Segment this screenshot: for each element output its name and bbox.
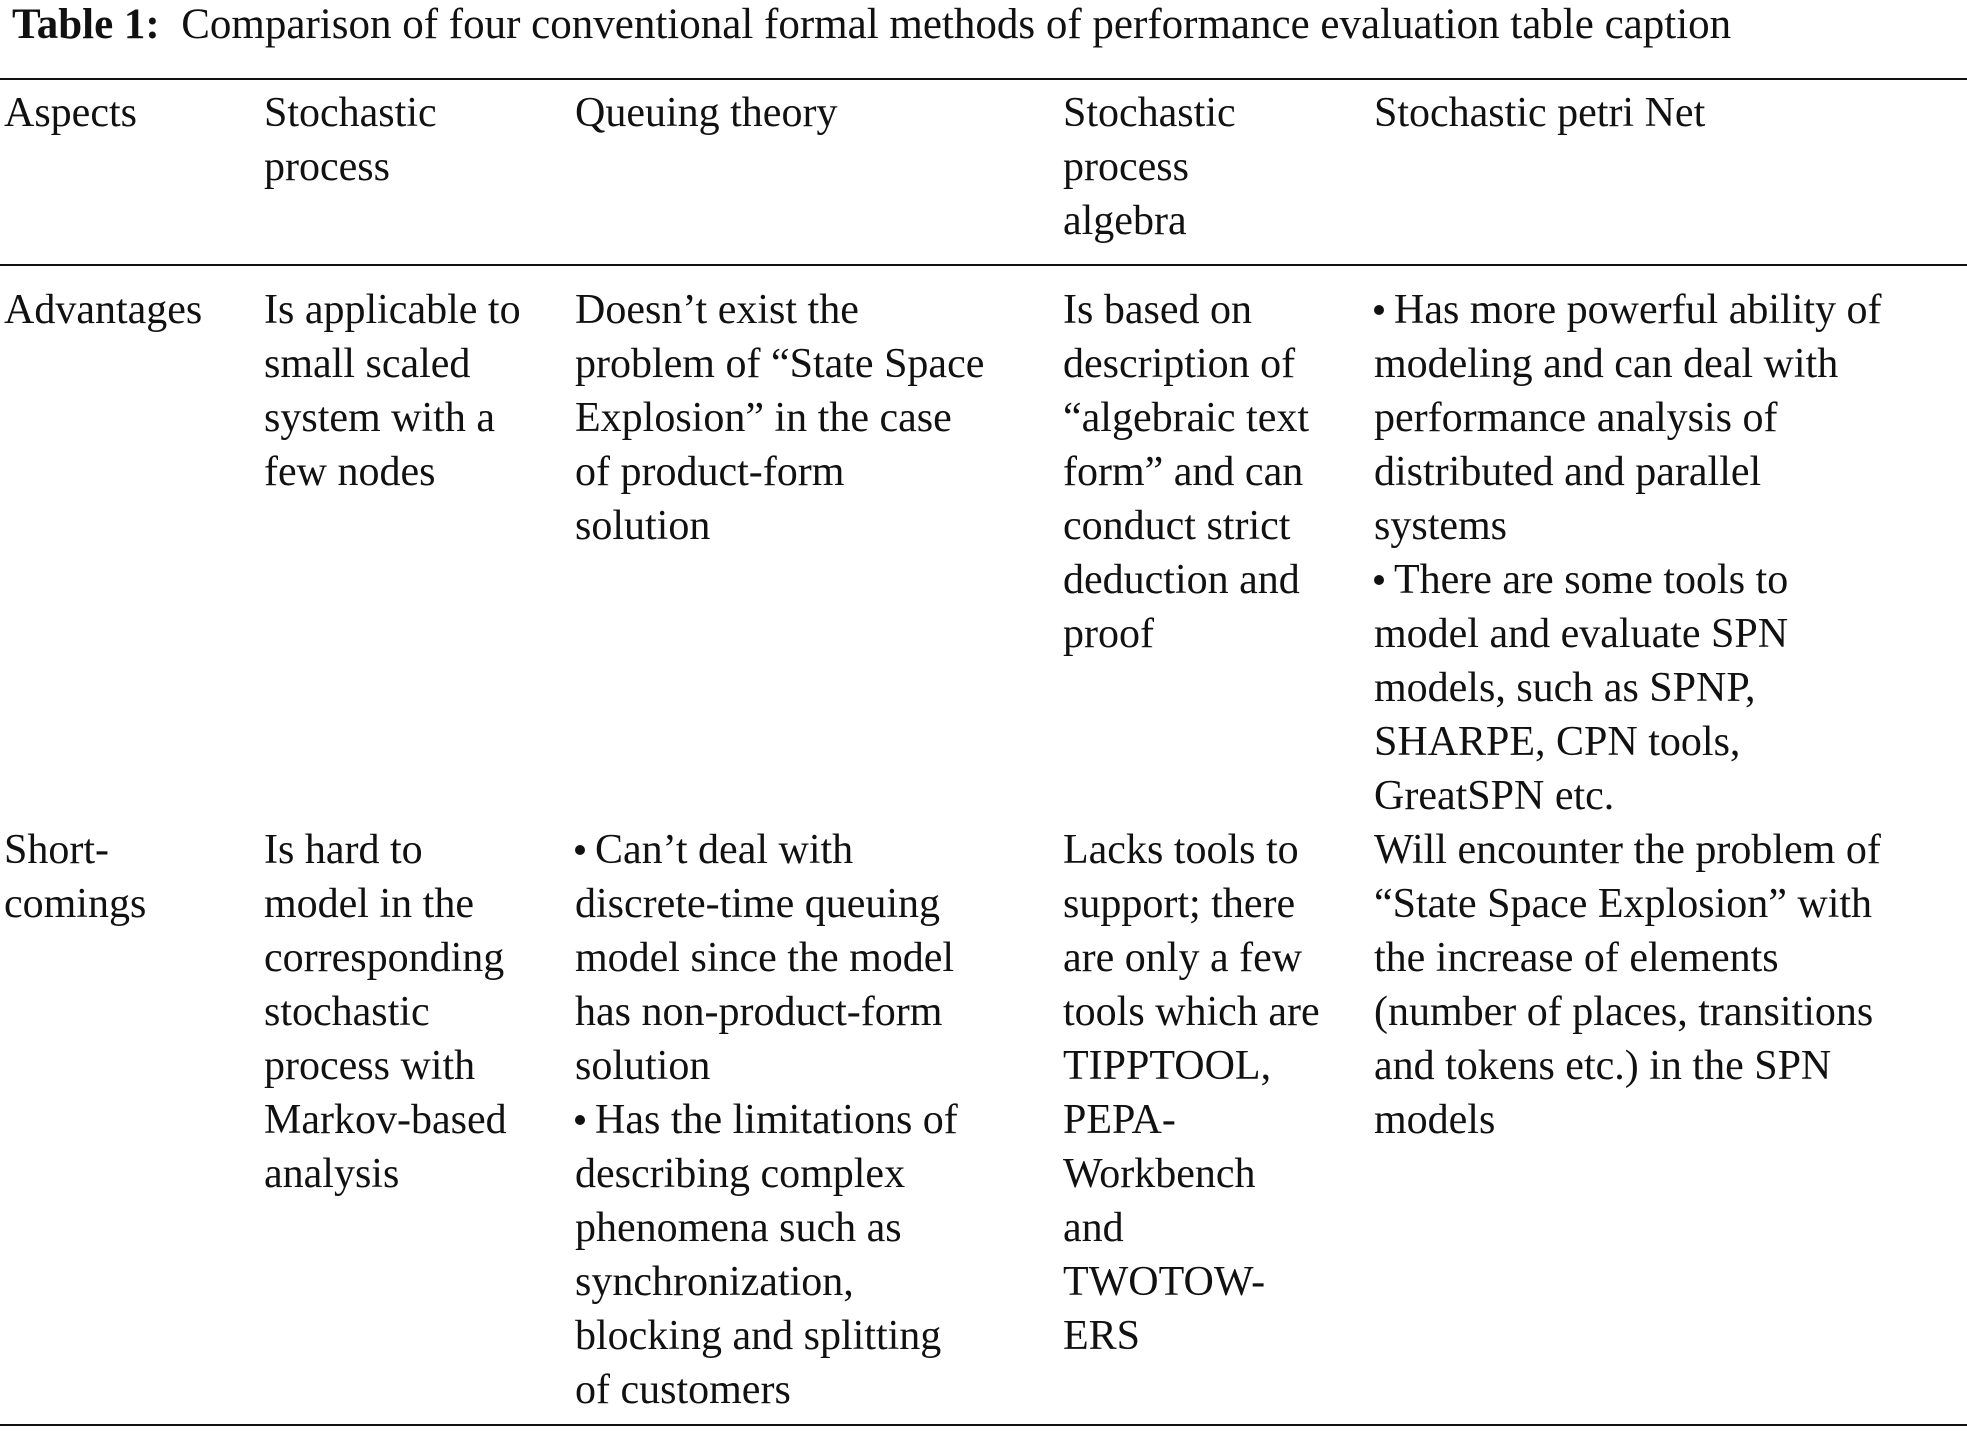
cell-text: “algebraic text	[1063, 395, 1310, 441]
cell-text: solution	[575, 1043, 711, 1089]
cell-text: proof	[1063, 611, 1154, 657]
cell-text: small scaled	[264, 341, 471, 387]
header-cell	[1063, 86, 1236, 248]
cell-text: comings	[4, 881, 147, 927]
cell-text: Doesn’t exist the	[575, 287, 859, 333]
cell-line	[575, 1309, 958, 1363]
cell-line	[575, 86, 837, 140]
cell-line	[1063, 391, 1309, 445]
row-aspect-label	[4, 283, 202, 337]
cell-text: TIPPTOOL,	[1063, 1043, 1272, 1089]
cell-line	[264, 445, 521, 499]
cell-text: Stochastic petri Net	[1374, 90, 1706, 136]
caption-label: Table 1:	[12, 1, 160, 48]
cell-text: the increase of elements	[1374, 935, 1779, 981]
table-cell	[1374, 823, 1881, 1147]
cell-text: of customers	[575, 1367, 791, 1413]
cell-line	[1063, 499, 1309, 553]
cell-text: conduct strict	[1063, 503, 1291, 549]
cell-text: Is hard to	[264, 827, 423, 873]
cell-text: system with a	[264, 395, 495, 441]
cell-text: Stochastic	[1063, 90, 1236, 136]
cell-line	[1063, 607, 1309, 661]
header-cell	[575, 86, 837, 140]
cell-line	[4, 283, 202, 337]
cell-text: are only a few	[1063, 935, 1303, 981]
cell-text: Short-	[4, 827, 109, 873]
cell-line	[264, 86, 437, 140]
cell-text: deduction and	[1063, 557, 1300, 603]
cell-line	[1374, 86, 1705, 140]
table-cell	[264, 823, 507, 1201]
cell-line	[1063, 86, 1236, 140]
cell-line	[1063, 985, 1320, 1039]
cell-text: phenomena such as	[575, 1205, 902, 1251]
cell-text: performance analysis of	[1374, 395, 1778, 441]
header-cell	[1374, 86, 1705, 140]
cell-text: Stochastic	[264, 90, 437, 136]
cell-line	[575, 931, 958, 985]
cell-text: stochastic	[264, 989, 430, 1035]
cell-line	[575, 985, 958, 1039]
cell-line	[575, 445, 984, 499]
cell-line	[575, 1255, 958, 1309]
cell-text: Is applicable to	[264, 287, 521, 333]
cell-line	[264, 1039, 507, 1093]
header-rule	[0, 264, 1967, 266]
cell-text: (number of places, transitions	[1374, 989, 1874, 1035]
cell-text: Has more powerful ability of	[1394, 287, 1882, 333]
cell-text: and tokens etc.) in the SPN	[1374, 1043, 1832, 1089]
cell-text: blocking and splitting	[575, 1313, 942, 1359]
cell-line	[4, 86, 137, 140]
header-cell	[4, 86, 137, 140]
cell-line	[264, 985, 507, 1039]
cell-line	[4, 877, 146, 931]
cell-line	[575, 1201, 958, 1255]
cell-line	[1374, 661, 1882, 715]
cell-text: few nodes	[264, 449, 436, 495]
cell-line	[264, 337, 521, 391]
cell-text: Workbench	[1063, 1151, 1256, 1197]
cell-line	[1374, 769, 1882, 823]
cell-line	[264, 931, 507, 985]
cell-line	[575, 283, 984, 337]
cell-text: solution	[575, 503, 711, 549]
cell-line	[575, 337, 984, 391]
cell-line	[1374, 1039, 1881, 1093]
table-cell	[575, 823, 958, 1417]
cell-text: Aspects	[4, 90, 137, 136]
table-cell	[1063, 823, 1320, 1363]
cell-text: ERS	[1063, 1313, 1141, 1359]
cell-text: Has the limitations of	[595, 1097, 958, 1143]
cell-text: PEPA-	[1063, 1097, 1176, 1143]
cell-line	[1374, 715, 1882, 769]
table-cell	[1063, 283, 1309, 661]
cell-line	[1374, 823, 1881, 877]
cell-text: Advantages	[4, 287, 203, 333]
cell-line	[575, 823, 958, 877]
cell-line	[1063, 1255, 1320, 1309]
cell-line	[1374, 391, 1882, 445]
bullet-icon	[575, 845, 585, 855]
cell-text: corresponding	[264, 935, 505, 981]
cell-line	[575, 499, 984, 553]
cell-line	[264, 823, 507, 877]
cell-line	[575, 1363, 958, 1417]
cell-line	[1063, 337, 1309, 391]
cell-text: discrete-time queuing	[575, 881, 941, 927]
cell-line	[264, 1147, 507, 1201]
cell-line	[1063, 1093, 1320, 1147]
cell-line	[1063, 1147, 1320, 1201]
top-rule	[0, 78, 1967, 80]
cell-text: of product-form	[575, 449, 845, 495]
cell-text: “State Space Explosion” with	[1374, 881, 1873, 927]
cell-text: There are some tools to	[1394, 557, 1789, 603]
cell-text: Explosion” in the case	[575, 395, 952, 441]
cell-line	[1374, 553, 1882, 607]
cell-text: describing complex	[575, 1151, 906, 1197]
cell-line	[1063, 445, 1309, 499]
cell-text: modeling and can deal with	[1374, 341, 1839, 387]
cell-line	[575, 391, 984, 445]
header-cell	[264, 86, 437, 194]
cell-line	[1374, 283, 1882, 337]
cell-text: TWOTOW-	[1063, 1259, 1266, 1305]
cell-line	[264, 1093, 507, 1147]
cell-text: GreatSPN etc.	[1374, 773, 1615, 819]
cell-text: models	[1374, 1097, 1496, 1143]
cell-line	[1063, 931, 1320, 985]
cell-line	[4, 823, 146, 877]
bullet-icon	[1374, 575, 1384, 585]
cell-text: SHARPE, CPN tools,	[1374, 719, 1741, 765]
cell-text: Lacks tools to	[1063, 827, 1299, 873]
cell-line	[1063, 553, 1309, 607]
cell-text: algebra	[1063, 198, 1187, 244]
cell-line	[264, 283, 521, 337]
bottom-rule	[0, 1424, 1967, 1426]
cell-line	[1374, 1093, 1881, 1147]
cell-line	[1374, 877, 1881, 931]
cell-line	[1374, 337, 1882, 391]
cell-text: systems	[1374, 503, 1508, 549]
cell-text: form” and can	[1063, 449, 1304, 495]
table-cell	[575, 283, 984, 553]
cell-line	[1063, 1309, 1320, 1363]
cell-text: and	[1063, 1205, 1124, 1251]
cell-line	[1374, 499, 1882, 553]
cell-text: support; there	[1063, 881, 1296, 927]
cell-line	[575, 1039, 958, 1093]
cell-line	[1063, 823, 1320, 877]
cell-text: problem of “State Space	[575, 341, 985, 387]
cell-text: Is based on	[1063, 287, 1252, 333]
cell-line	[1374, 985, 1881, 1039]
cell-line	[1374, 445, 1882, 499]
cell-text: models, such as SPNP,	[1374, 665, 1756, 711]
cell-text: Can’t deal with	[595, 827, 854, 873]
cell-text: Queuing theory	[575, 90, 838, 136]
cell-text: has non-product-form	[575, 989, 943, 1035]
cell-text: model since the model	[575, 935, 955, 981]
cell-text: Markov-based	[264, 1097, 507, 1143]
cell-text: analysis	[264, 1151, 400, 1197]
table-cell	[264, 283, 521, 499]
cell-text: model in the	[264, 881, 474, 927]
bullet-icon	[575, 1115, 585, 1125]
bullet-icon	[1374, 305, 1384, 315]
cell-text: tools which are	[1063, 989, 1320, 1035]
cell-line	[1063, 877, 1320, 931]
cell-line	[1063, 140, 1236, 194]
cell-text: process	[264, 144, 390, 190]
cell-text: model and evaluate SPN	[1374, 611, 1789, 657]
cell-line	[1063, 1039, 1320, 1093]
cell-text: distributed and parallel	[1374, 449, 1762, 495]
cell-line	[575, 1093, 958, 1147]
cell-line	[264, 140, 437, 194]
cell-text: synchronization,	[575, 1259, 854, 1305]
cell-text: Will encounter the problem of	[1374, 827, 1881, 873]
table-caption	[12, 2, 1731, 48]
cell-line	[1374, 931, 1881, 985]
cell-line	[1063, 194, 1236, 248]
table-cell	[1374, 283, 1882, 823]
cell-line	[1063, 1201, 1320, 1255]
cell-line	[575, 877, 958, 931]
cell-line	[575, 1147, 958, 1201]
cell-line	[264, 877, 507, 931]
cell-line	[1063, 283, 1309, 337]
cell-text: process with	[264, 1043, 476, 1089]
cell-line	[1374, 607, 1882, 661]
caption-text: Comparison of four conventional formal methods of performance evaluation table caption	[181, 1, 1732, 48]
cell-text: description of	[1063, 341, 1296, 387]
row-aspect-label	[4, 823, 146, 931]
cell-text: process	[1063, 144, 1189, 190]
cell-line	[264, 391, 521, 445]
